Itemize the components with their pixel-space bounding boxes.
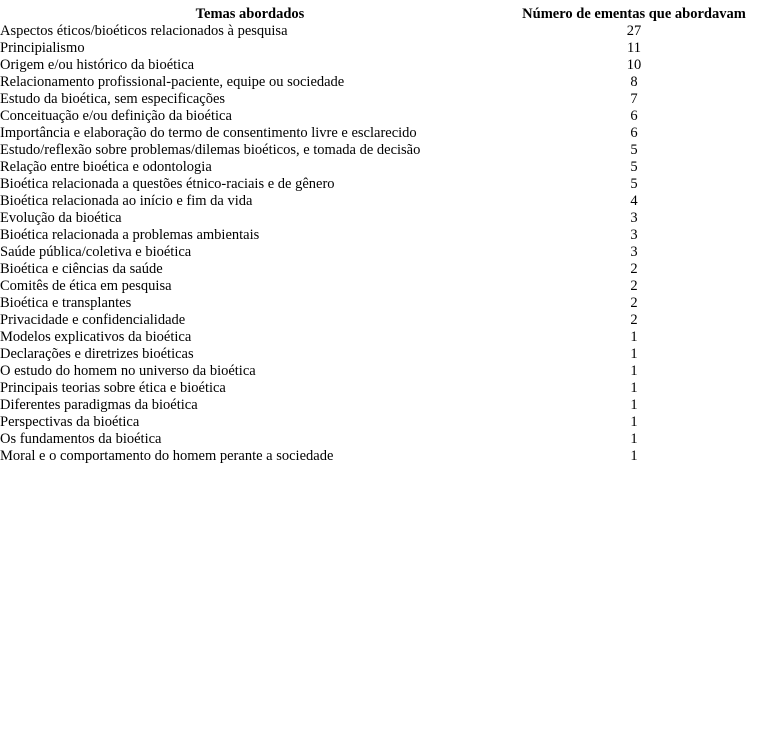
table-row	[0, 244, 768, 261]
cell-theme: Aspectos éticos/bioéticos relacionados à pesquisa	[0, 23, 288, 39]
cell-theme: Bioética e transplantes	[0, 295, 132, 311]
table-row	[0, 108, 768, 125]
cell-count: 8	[630, 74, 638, 90]
cell-count: 1	[630, 414, 638, 430]
table-row	[0, 142, 768, 159]
table-row	[0, 278, 768, 295]
cell-theme: Perspectivas da bioética	[0, 414, 140, 430]
table-header	[0, 6, 768, 23]
table-row	[0, 176, 768, 193]
cell-theme: Evolução da bioética	[0, 210, 122, 226]
cell-count: 11	[627, 40, 641, 56]
cell-theme: Relação entre bioética e odontologia	[0, 159, 212, 175]
cell-count: 10	[626, 57, 642, 73]
cell-count: 1	[630, 431, 638, 447]
table-row	[0, 295, 768, 312]
cell-theme: Modelos explicativos da bioética	[0, 329, 192, 345]
cell-count: 6	[630, 108, 638, 124]
cell-theme: Estudo/reflexão sobre problemas/dilemas bioéticos, e tomada de decisão	[0, 142, 421, 158]
cell-theme: Bioética relacionada ao início e fim da vida	[0, 193, 253, 209]
cell-count: 2	[630, 312, 638, 328]
cell-theme: Relacionamento profissional-paciente, equipe ou sociedade	[0, 74, 345, 90]
table-row	[0, 227, 768, 244]
cell-theme: Bioética e ciências da saúde	[0, 261, 163, 277]
table-row	[0, 23, 768, 40]
cell-theme: Importância e elaboração do termo de consentimento livre e esclarecido	[0, 125, 417, 141]
table-row	[0, 40, 768, 57]
cell-theme: Os fundamentos da bioética	[0, 431, 162, 447]
cell-count: 4	[630, 193, 638, 209]
cell-count: 27	[626, 23, 642, 39]
cell-count: 5	[630, 159, 638, 175]
table-header-row	[0, 6, 768, 23]
table-row	[0, 210, 768, 227]
cell-theme: Conceituação e/ou definição da bioética	[0, 108, 232, 124]
cell-theme: Moral e o comportamento do homem perante a sociedade	[0, 448, 334, 464]
table-row	[0, 329, 768, 346]
cell-theme: Privacidade e confidencialidade	[0, 312, 186, 328]
cell-theme: O estudo do homem no universo da bioética	[0, 363, 256, 379]
cell-count: 1	[630, 363, 638, 379]
column-header-count: Número de ementas que abordavam	[522, 6, 746, 22]
cell-theme: Origem e/ou histórico da bioética	[0, 57, 195, 73]
table-row	[0, 74, 768, 91]
table-row	[0, 312, 768, 329]
cell-count: 5	[630, 142, 638, 158]
cell-count: 7	[630, 91, 638, 107]
table-row	[0, 261, 768, 278]
cell-count: 1	[630, 329, 638, 345]
table-body	[0, 23, 768, 465]
cell-theme: Saúde pública/coletiva e bioética	[0, 244, 192, 260]
cell-count: 3	[630, 210, 638, 226]
cell-theme: Bioética relacionada a questões étnico-raciais e de gênero	[0, 176, 335, 192]
cell-count: 2	[630, 295, 638, 311]
table-row	[0, 57, 768, 74]
table-row	[0, 125, 768, 142]
cell-theme: Diferentes paradigmas da bioética	[0, 397, 198, 413]
cell-theme: Principialismo	[0, 40, 85, 56]
cell-count: 3	[630, 227, 638, 243]
table-row	[0, 414, 768, 431]
cell-count: 3	[630, 244, 638, 260]
cell-count: 6	[630, 125, 638, 141]
cell-theme: Declarações e diretrizes bioéticas	[0, 346, 194, 362]
cell-count: 2	[630, 278, 638, 294]
cell-count: 1	[630, 380, 638, 396]
cell-count: 2	[630, 261, 638, 277]
table-row	[0, 91, 768, 108]
cell-count: 1	[630, 448, 638, 464]
table-row	[0, 380, 768, 397]
cell-count: 5	[630, 176, 638, 192]
table-row	[0, 397, 768, 414]
column-header-theme: Temas abordados	[195, 6, 305, 22]
table-row	[0, 346, 768, 363]
table-row	[0, 448, 768, 465]
table-row	[0, 159, 768, 176]
table-row	[0, 363, 768, 380]
cell-theme: Estudo da bioética, sem especificações	[0, 91, 226, 107]
cell-count: 1	[630, 397, 638, 413]
cell-count: 1	[630, 346, 638, 362]
cell-theme: Principais teorias sobre ética e bioética	[0, 380, 226, 396]
table-row	[0, 193, 768, 210]
themes-table	[0, 6, 768, 465]
table-row	[0, 431, 768, 448]
cell-theme: Bioética relacionada a problemas ambientais	[0, 227, 260, 243]
cell-theme: Comitês de ética em pesquisa	[0, 278, 172, 294]
